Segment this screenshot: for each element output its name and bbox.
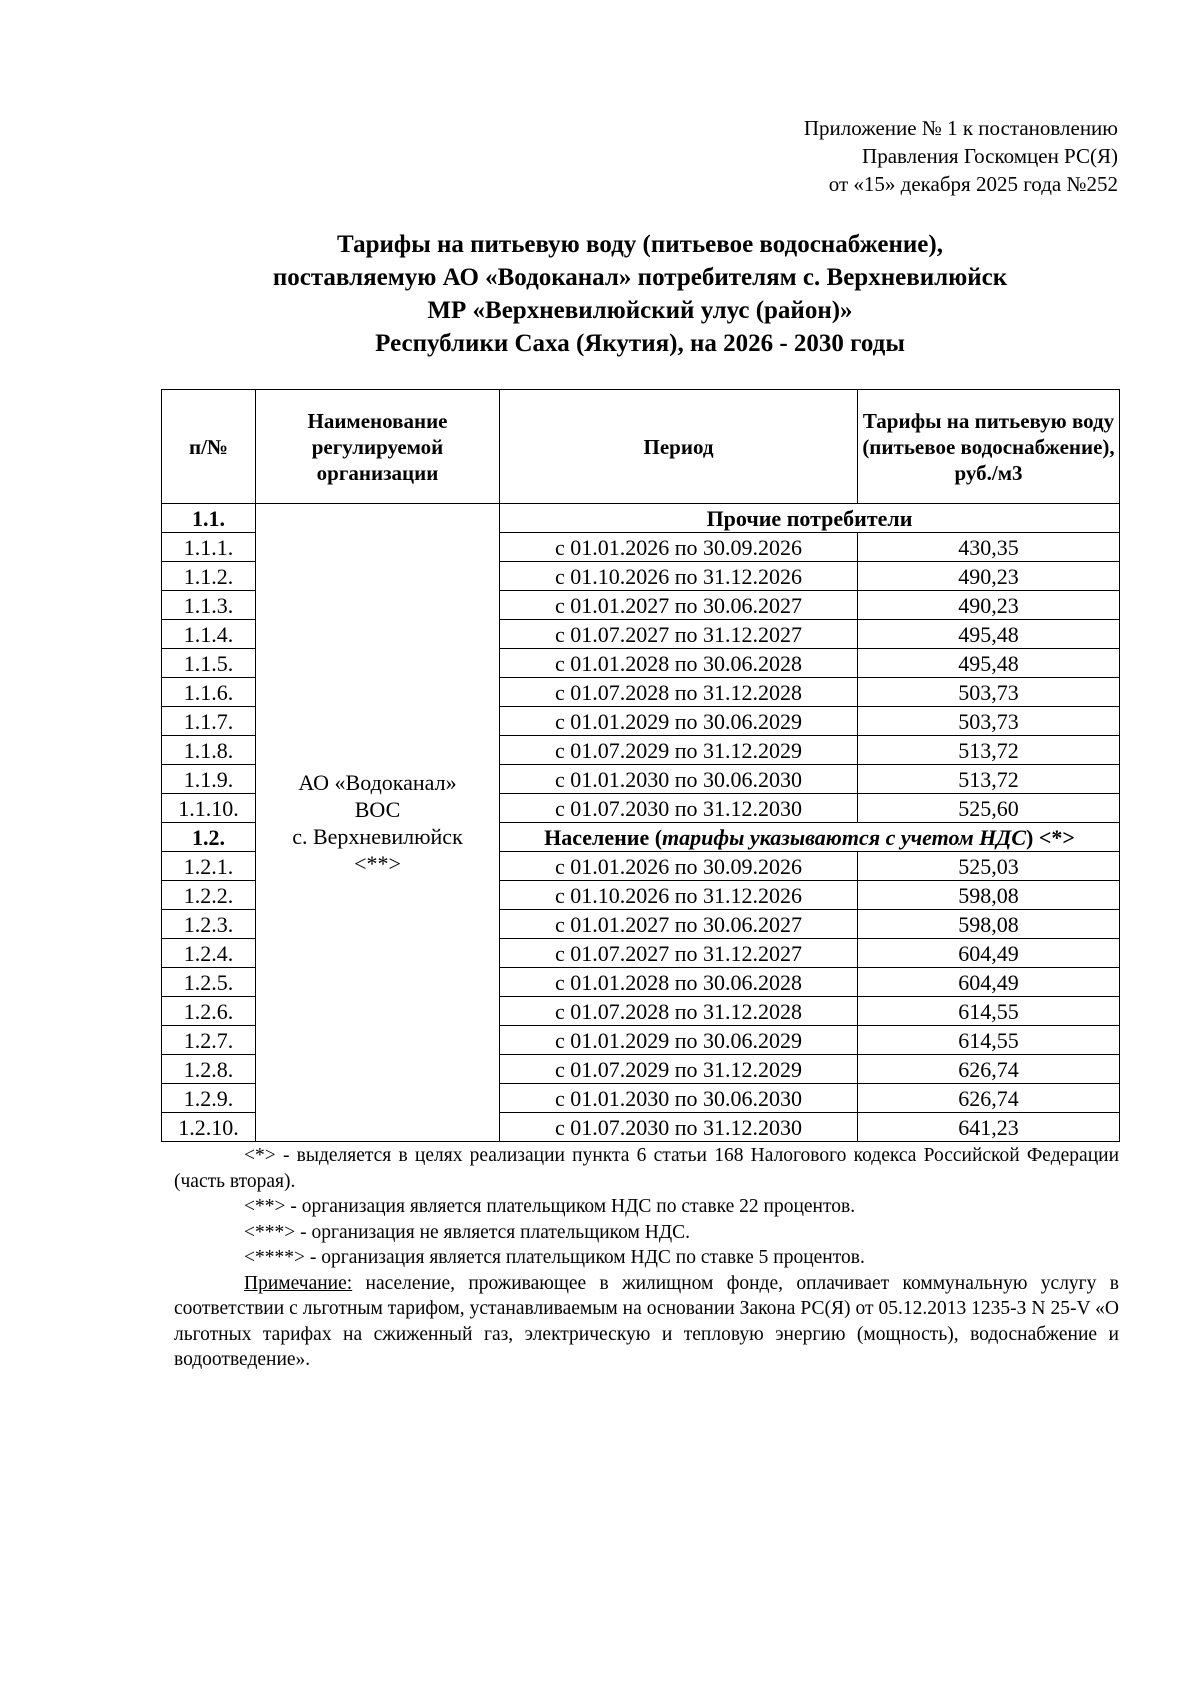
row-tariff: 614,55 [858, 997, 1120, 1026]
row-period: с 01.07.2029 по 31.12.2029 [500, 1055, 858, 1084]
row-number: 1.1.8. [162, 736, 256, 765]
appendix-line-3: от «15» декабря 2025 года №252 [828, 172, 1118, 196]
remark-text: население, проживающее в жилищном фонде, оплачивает коммунальную услугу в соответствии с льготным тарифом, устанавливаемым на основании Закона РС(Я) от 05.12.2013 1235-З N 25-V «О льготных тарифах на сжиженный газ, электрическую и тепловую энергию (мощность), водоснабжение и водоотведение». [174, 1272, 1119, 1370]
footnote-vat-5: <****> - организация является плательщиком НДС по ставке 5 процентов. [244, 1247, 865, 1268]
row-period: с 01.01.2030 по 30.06.2030 [500, 765, 858, 794]
row-period: с 01.07.2027 по 31.12.2027 [500, 939, 858, 968]
row-number: 1.1.10. [162, 794, 256, 823]
row-period: с 01.01.2027 по 30.06.2027 [500, 910, 858, 939]
row-number: 1.2.1. [162, 852, 256, 881]
row-number: 1.1.4. [162, 620, 256, 649]
row-number: 1.2.6. [162, 997, 256, 1026]
row-number: 1.1.6. [162, 678, 256, 707]
footnotes [174, 1143, 1119, 1373]
row-number: 1.2.4. [162, 939, 256, 968]
row-period: с 01.01.2028 по 30.06.2028 [500, 649, 858, 678]
row-tariff: 598,08 [858, 881, 1120, 910]
organization-line1: АО «Водоканал» [298, 769, 457, 795]
row-tariff: 525,60 [858, 794, 1120, 823]
row-tariff: 641,23 [858, 1113, 1120, 1142]
row-number: 1.2.5. [162, 968, 256, 997]
row-number: 1.1.1. [162, 533, 256, 562]
title-line-2: поставляемую АО «Водоканал» потребителям с. Верхневилюйск [272, 264, 1008, 291]
section-title-italic: тарифы указываются с учетом НДС [662, 824, 1026, 850]
row-tariff: 604,49 [858, 939, 1120, 968]
tariff-table [161, 389, 1120, 1142]
header-tariff: Тарифы на питьевую воду (питьевое водоснабжение), руб./м3 [858, 390, 1120, 504]
row-tariff: 490,23 [858, 591, 1120, 620]
row-period: с 01.01.2029 по 30.06.2029 [500, 707, 858, 736]
appendix-line-2: Правления Госкомцен РС(Я) [862, 144, 1118, 168]
footnote-vat-22: <**> - организация является плательщиком НДС по ставке 22 процентов. [244, 1196, 856, 1217]
row-tariff: 626,74 [858, 1055, 1120, 1084]
table-header-row [162, 390, 1120, 504]
section-title-prefix: Население ( [544, 824, 663, 850]
footnote-no-vat: <***> - организация не является плательщиком НДС. [244, 1221, 690, 1243]
row-period: с 01.01.2026 по 30.09.2026 [500, 533, 858, 562]
row-tariff: 525,03 [858, 852, 1120, 881]
row-tariff: 503,73 [858, 707, 1120, 736]
row-number: 1.2.8. [162, 1055, 256, 1084]
row-tariff: 495,48 [858, 649, 1120, 678]
row-period: с 01.01.2030 по 30.06.2030 [500, 1084, 858, 1113]
section-number: 1.2. [162, 823, 256, 852]
row-number: 1.1.7. [162, 707, 256, 736]
row-tariff: 604,49 [858, 968, 1120, 997]
row-tariff: 495,48 [858, 620, 1120, 649]
appendix-header [804, 114, 1118, 198]
row-period: с 01.01.2026 по 30.09.2026 [500, 852, 858, 881]
remark-label: Примечание: [244, 1272, 353, 1294]
row-period: с 01.07.2029 по 31.12.2029 [500, 736, 858, 765]
row-number: 1.2.7. [162, 1026, 256, 1055]
row-period: с 01.07.2028 по 31.12.2028 [500, 997, 858, 1026]
row-period: с 01.07.2027 по 31.12.2027 [500, 620, 858, 649]
section-row [162, 504, 1120, 533]
row-period: с 01.01.2028 по 30.06.2028 [500, 968, 858, 997]
header-period: Период [500, 390, 858, 504]
row-period: с 01.07.2030 по 31.12.2030 [500, 1113, 858, 1142]
title-line-1: Тарифы на питьевую воду (питьевое водоснабжение), [337, 231, 943, 258]
row-number: 1.1.3. [162, 591, 256, 620]
title-line-4: Республики Саха (Якутия), на 2026 - 2030 годы [375, 330, 905, 357]
section-title [500, 823, 1120, 852]
document-title [150, 228, 1130, 360]
section-title-suffix: ) <*> [1026, 824, 1075, 850]
row-period: с 01.01.2029 по 30.06.2029 [500, 1026, 858, 1055]
row-number: 1.1.5. [162, 649, 256, 678]
footnote-vat-reference: <*> - выделяется в целях реализации пункта 6 статьи 168 Налогового кодекса Российской Федерации (часть вторая). [174, 1145, 1119, 1192]
row-period: с 01.10.2026 по 31.12.2026 [500, 881, 858, 910]
section-title: Прочие потребители [500, 504, 1120, 533]
row-tariff: 503,73 [858, 678, 1120, 707]
row-tariff: 513,72 [858, 765, 1120, 794]
row-period: с 01.07.2030 по 31.12.2030 [500, 794, 858, 823]
header-organization: Наименование регулируемой организации [256, 390, 500, 504]
row-tariff: 490,23 [858, 562, 1120, 591]
row-number: 1.2.9. [162, 1084, 256, 1113]
row-period: с 01.07.2028 по 31.12.2028 [500, 678, 858, 707]
row-number: 1.2.2. [162, 881, 256, 910]
organization-cell [256, 504, 500, 1142]
row-tariff: 598,08 [858, 910, 1120, 939]
organization-line4: <**> [354, 850, 401, 876]
organization-line2: ВОС [354, 796, 401, 822]
appendix-line-1: Приложение № 1 к постановлению [803, 116, 1118, 140]
row-number: 1.1.9. [162, 765, 256, 794]
row-number: 1.1.2. [162, 562, 256, 591]
title-line-3: МР «Верхневилюйский улус (район)» [427, 297, 853, 324]
remark [174, 1271, 1119, 1373]
row-number: 1.2.3. [162, 910, 256, 939]
row-period: с 01.01.2027 по 30.06.2027 [500, 591, 858, 620]
row-number: 1.2.10. [162, 1113, 256, 1142]
row-tariff: 614,55 [858, 1026, 1120, 1055]
row-tariff: 430,35 [858, 533, 1120, 562]
row-tariff: 626,74 [858, 1084, 1120, 1113]
row-period: с 01.10.2026 по 31.12.2026 [500, 562, 858, 591]
section-number: 1.1. [162, 504, 256, 533]
organization-line3: с. Верхневилюйск [292, 823, 463, 849]
row-tariff: 513,72 [858, 736, 1120, 765]
header-num: п/№ [162, 390, 256, 504]
